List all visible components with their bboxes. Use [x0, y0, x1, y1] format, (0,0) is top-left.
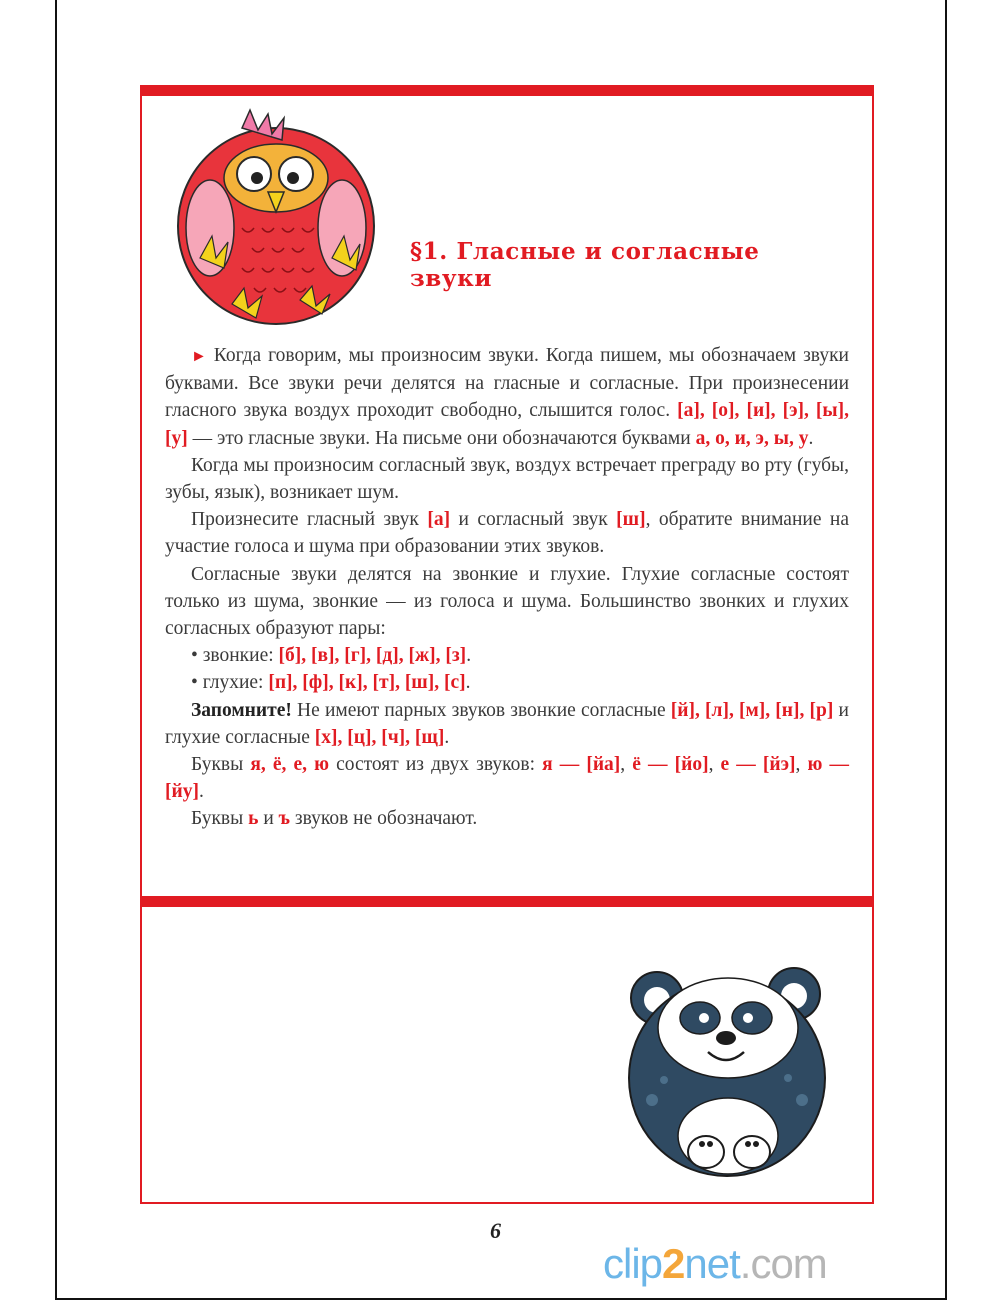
- text: ,: [708, 754, 721, 776]
- paragraph-vowels: [165, 342, 849, 452]
- wm-part: net: [684, 1240, 740, 1287]
- unpaired-voiced: [й], [л], [м], [н], [р]: [670, 699, 834, 721]
- text: Буквы: [191, 754, 251, 776]
- label: глухие:: [202, 672, 269, 694]
- text: звуков не обозначают.: [290, 808, 478, 830]
- yo-sound: ё — [йо]: [632, 754, 709, 776]
- watermark-logo: [603, 1240, 827, 1288]
- wm-part: .com: [739, 1240, 827, 1287]
- list-item-voiceless: [165, 669, 849, 696]
- hard-sign: ъ: [278, 808, 290, 830]
- panda-illustration: [612, 960, 842, 1180]
- vowel-sounds: [а], [о], [и], [э], [ы], [у]: [165, 400, 850, 449]
- text: .: [808, 427, 814, 449]
- triangle-right-icon: ►: [191, 348, 207, 365]
- text: Не имеют парных звуков звонкие согласные: [291, 699, 671, 721]
- wm-part: clip: [603, 1240, 663, 1287]
- remember-label: Запомните!: [191, 699, 292, 721]
- text: Когда говорим, мы произносим звуки. Когда пишем, мы обозначаем звуки буквами. Все звуки речи делятся на гласные и согласные. При произнесении гласного звука воздух проходит свободно, слышится голос.: [165, 345, 849, 422]
- label: звонкие:: [202, 645, 279, 667]
- page-number: 6: [490, 1218, 501, 1243]
- section-title: §1. Гласные и согласные звуки: [410, 238, 760, 292]
- paragraph-iotated: [165, 751, 849, 805]
- text: и: [258, 808, 279, 830]
- paragraph-remember: [165, 697, 849, 751]
- text: , обратите внимание на участие голоса и шума при образовании этих звуков.: [165, 509, 849, 558]
- text: ,: [795, 754, 808, 776]
- list-item-voiced: [165, 642, 849, 669]
- paragraph-voiced-voiceless: Согласные звуки делятся на звонкие и глухие. Глухие согласные состоят только из шума, звонкие — из голоса и шума. Большинство звонких и глухих согласных образуют пары:: [165, 563, 849, 640]
- sound-a: [а]: [427, 509, 451, 531]
- text: .: [465, 672, 471, 694]
- vowel-letters: а, о, и, э, ы, у: [695, 427, 809, 449]
- owl-illustration: [172, 108, 382, 328]
- bullet-icon: •: [191, 645, 198, 667]
- paragraph-exercise: [165, 506, 849, 560]
- text: состоят из двух звуков:: [329, 754, 543, 776]
- wm-part: 2: [662, 1240, 685, 1287]
- sound-sh: [ш]: [616, 509, 646, 531]
- yu-sound: ю — [йу]: [165, 754, 849, 803]
- text: .: [466, 645, 472, 667]
- text: .: [198, 781, 204, 803]
- text: Буквы: [191, 808, 249, 830]
- text: и глухие согласные: [165, 699, 849, 748]
- paragraph-consonants: Когда мы произносим согласный звук, воздух встречает преграду во рту (губы, зубы, язык), возникает шум.: [165, 454, 849, 504]
- text: — это гласные звуки. На письме они обозначаются буквами: [187, 427, 696, 449]
- paragraph-signs: [165, 805, 849, 832]
- voiceless-sounds: [п], [ф], [к], [т], [ш], [с]: [268, 672, 466, 694]
- bullet-icon: •: [191, 672, 198, 694]
- iotated-letters: я, ё, е, ю: [250, 754, 329, 776]
- ye-sound: е — [йэ]: [720, 754, 796, 776]
- text: .: [444, 726, 450, 748]
- text: Произнесите гласный звук: [191, 509, 428, 531]
- section-body: [165, 342, 849, 833]
- ya-sound: я — [йа]: [542, 754, 621, 776]
- text: ,: [620, 754, 633, 776]
- text: и согласный звук: [450, 509, 617, 531]
- voiced-sounds: [б], [в], [г], [д], [ж], [з]: [278, 645, 467, 667]
- soft-sign: ь: [248, 808, 259, 830]
- unpaired-voiceless: [х], [ц], [ч], [щ]: [314, 726, 445, 748]
